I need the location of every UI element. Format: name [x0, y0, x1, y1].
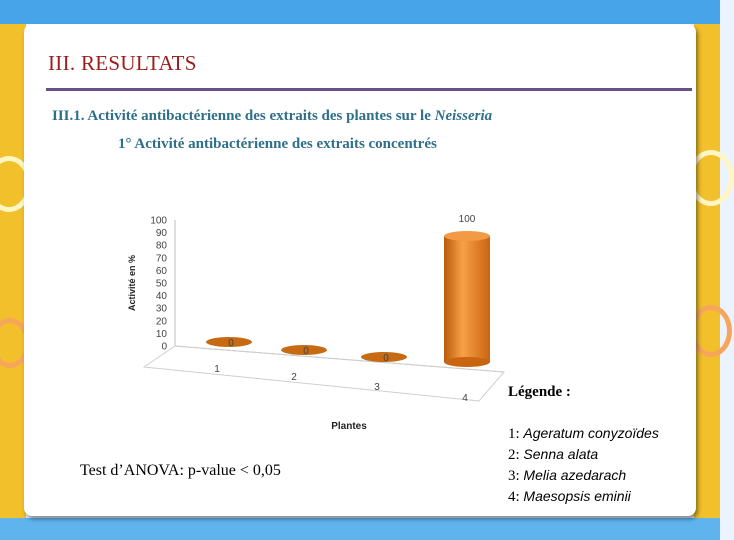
data-label: 0: [303, 346, 309, 357]
y-tick-label: 10: [155, 328, 167, 340]
decor-circle: [690, 305, 732, 357]
y-tick-label: 70: [155, 253, 167, 265]
chart-labels: [214, 214, 476, 404]
x-tick-label: 2: [291, 372, 297, 383]
legend-item: 2: Senna alata: [508, 446, 599, 463]
legend-number: 4: [508, 489, 516, 505]
x-tick-label: 4: [462, 393, 468, 404]
y-tick-label: 80: [155, 240, 167, 252]
y-tick-label: 20: [155, 316, 167, 328]
organism-name: Neisseria: [434, 108, 493, 124]
background-right-stripe: [694, 0, 720, 540]
legend: [508, 384, 659, 507]
y-axis-label: Activité en %: [127, 254, 137, 312]
legend-species: Senna alata: [523, 446, 599, 462]
background-left-stripe: [0, 0, 26, 540]
slide-title: III. RESULTATS: [48, 51, 197, 75]
chart-bars: [206, 231, 490, 367]
bar-base: [444, 357, 490, 367]
legend-item: 4: Maesopsis eminii: [508, 488, 631, 505]
data-label: 0: [228, 338, 234, 349]
background-top-band: [0, 0, 720, 24]
y-tick-label: 90: [155, 228, 167, 240]
legend-number: 2: [508, 447, 516, 463]
background-bottom-band: [0, 518, 720, 540]
section-heading-text: III.1. Activité antibactérienne des extraits des plantes sur le: [52, 108, 435, 124]
y-tick-label: 50: [155, 278, 167, 290]
legend-item: 3: Melia azedarach: [508, 467, 627, 484]
data-label: 100: [458, 214, 476, 225]
title-underline: [46, 88, 692, 91]
x-axis-label: Plantes: [331, 421, 367, 432]
section-heading: [52, 108, 492, 125]
x-tick-label: 3: [374, 382, 380, 393]
bar-chart: [99, 179, 549, 432]
legend-item: 1: Ageratum conyzoïdes: [508, 425, 659, 442]
bar-top: [444, 231, 490, 241]
legend-species: Ageratum conyzoïdes: [523, 425, 659, 441]
y-tick-label: 100: [150, 215, 167, 227]
y-tick-label: 40: [155, 291, 167, 303]
legend-title: Légende :: [508, 384, 571, 400]
subsection-heading: 1° Activité antibactérienne des extraits concentrés: [118, 136, 437, 152]
legend-species: Melia azedarach: [523, 467, 627, 483]
bar-body: [444, 236, 490, 362]
legend-number: 3: [508, 468, 516, 484]
slide-panel: [24, 24, 696, 516]
x-tick-label: 1: [214, 364, 220, 375]
legend-species: Maesopsis eminii: [523, 488, 631, 504]
y-tick-label: 0: [161, 341, 167, 353]
data-label: 0: [383, 353, 389, 364]
anova-result: Test d’ANOVA: p-value < 0,05: [80, 462, 281, 479]
y-tick-label: 60: [155, 265, 167, 277]
legend-number: 1: [508, 426, 516, 442]
y-tick-label: 30: [155, 303, 167, 315]
